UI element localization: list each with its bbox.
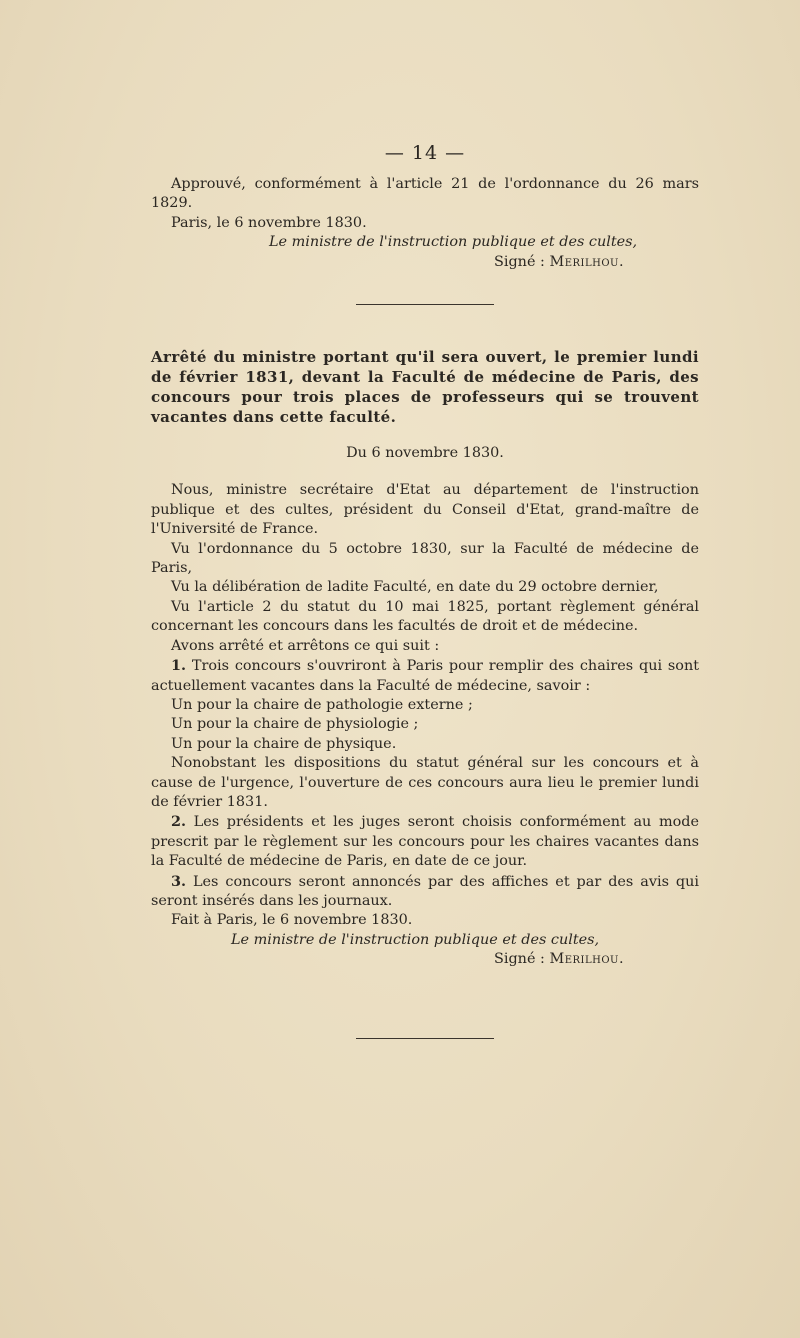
approval-line: Approuvé, conformément à l'article 21 de l'ordonnance du 26 mars 1829. xyxy=(151,176,699,212)
paragraph-vu-ordonnance: Vu l'ordonnance du 5 octobre 1830, sur la Faculté de médecine de Paris, xyxy=(151,540,699,577)
article-2-number: 2. xyxy=(171,813,187,831)
signed-name: Merilhou. xyxy=(549,253,625,270)
closing-minister: Le ministre de l'instruction publique et des cultes, xyxy=(231,931,600,948)
chair-physiology: Un pour la chaire de physiologie ; xyxy=(171,716,419,733)
closing-signed-prefix: Signé : xyxy=(494,951,550,968)
article-2 xyxy=(151,812,699,871)
chair-pathology: Un pour la chaire de pathologie externe ; xyxy=(171,696,473,713)
article-1-text: Trois concours s'ouvriront à Paris pour remplir des chaires qui sont actuellement vacantes dans la Faculté de médecine, savoir : xyxy=(151,658,699,694)
signed-prefix: Signé : xyxy=(494,253,550,270)
article-3-text: Les concours seront annoncés par des affiches et par des avis qui seront insérés dans les journaux. xyxy=(151,873,699,909)
article-1-number: 1. xyxy=(171,657,187,675)
paragraph-preamble: Nous, ministre secrétaire d'Etat au département de l'instruction publique et des cultes, président du Conseil d'Etat, grand-maître de l'Université de France. xyxy=(151,482,699,538)
paragraph-vu-deliberation: Vu la délibération de ladite Faculté, en date du 29 octobre dernier, xyxy=(171,579,659,596)
closing-signature xyxy=(151,950,699,969)
document-body xyxy=(151,141,699,1039)
article-3-number: 3. xyxy=(171,872,187,890)
paragraph-vu-article: Vu l'article 2 du statut du 10 mai 1825, portant règlement général concernant les concours dans les facultés de droit et de médecine. xyxy=(151,598,699,635)
paragraph-nonobstant: Nonobstant les dispositions du statut général sur les concours et à cause de l'urgence, l'ouverture de ces concours aura lieu le premier lundi de février 1831. xyxy=(151,755,699,810)
article-3 xyxy=(151,872,699,912)
decree-title: Arrêté du ministre portant qu'il sera ouvert, le premier lundi de février 1831, devant la Faculté de médecine de Paris, des concours pour trois places de professeurs qui se trouvent vacantes dans cette faculté. xyxy=(151,348,699,427)
decree-date: Du 6 novembre 1830. xyxy=(346,445,504,462)
separator-rule xyxy=(356,304,494,305)
page-number: — 14 — xyxy=(384,142,466,164)
approval-minister: Le ministre de l'instruction publique et des cultes, xyxy=(269,234,638,251)
closing-signed-name: Merilhou. xyxy=(549,951,625,968)
paragraph-fait: Fait à Paris, le 6 novembre 1830. xyxy=(171,912,413,929)
approval-place-date: Paris, le 6 novembre 1830. xyxy=(171,214,367,231)
approval-signature xyxy=(151,253,699,272)
paragraph-arretons: Avons arrêté et arrêtons ce qui suit : xyxy=(171,637,440,654)
chair-physics: Un pour la chaire de physique. xyxy=(171,735,397,752)
article-2-text: Les présidents et les juges seront choisis conformément au mode prescrit par le règlement sur les concours pour les chaires vacantes dans la Faculté de médecine de Paris, en date de ce jour. xyxy=(151,814,699,870)
article-1 xyxy=(151,656,699,696)
bottom-separator-rule xyxy=(356,1038,494,1039)
